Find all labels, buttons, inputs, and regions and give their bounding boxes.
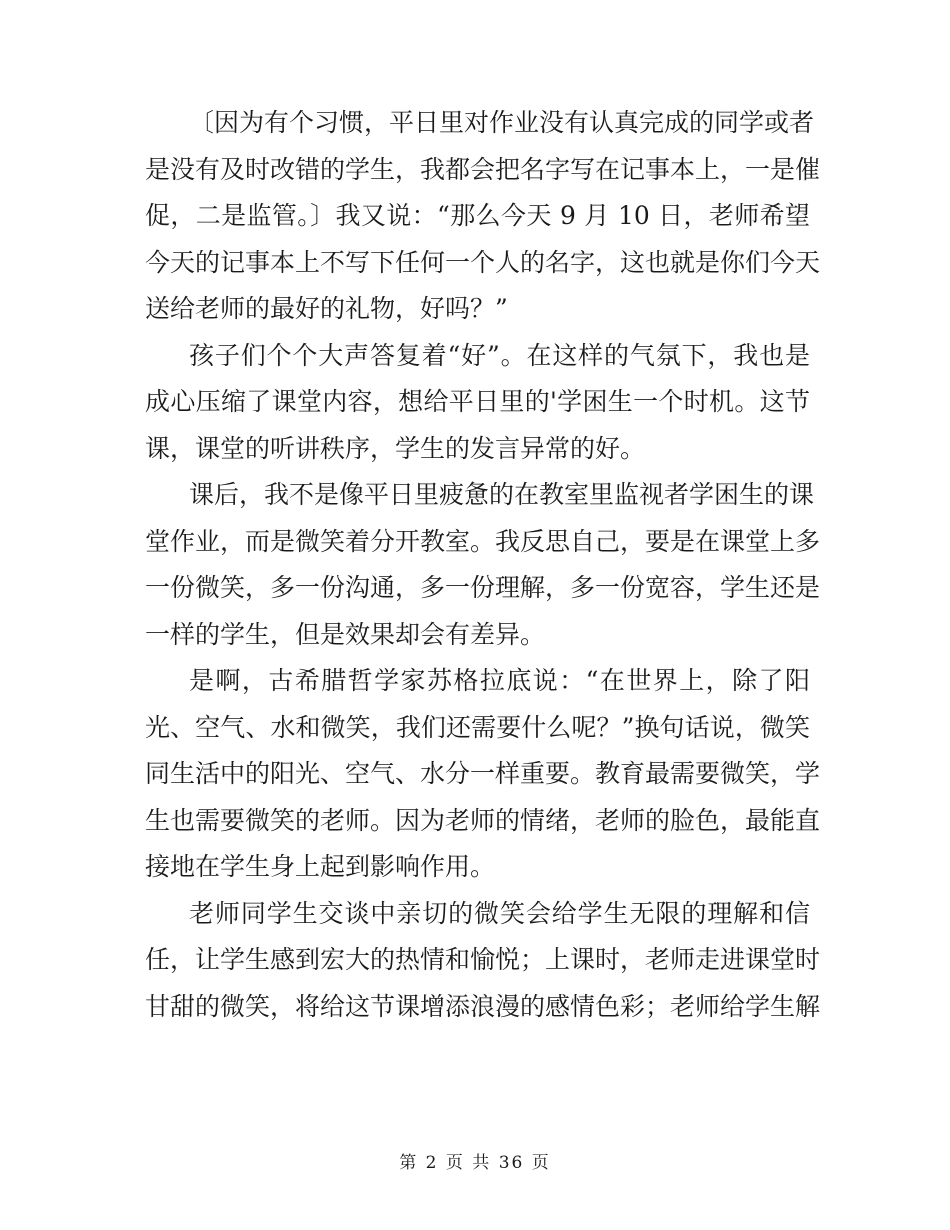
text-line: 送给老师的最好的礼物，好吗？” — [145, 294, 508, 323]
text-line: 是没有及时改错的学生，我都会把名字写在记事本上，一是催 — [145, 154, 821, 184]
text-line: 今天的记事本上不写下任何一个人的名字，这也就是你们今天 — [145, 247, 821, 277]
text-line: 孩子们个个大声答复着“好”。在这样的气氛下，我也是 — [189, 340, 810, 370]
page-number-footer: 第 2 页 共 36 页 — [399, 1153, 551, 1173]
text-line: 〔因为有个习惯，平日里对作业没有认真完成的同学或者 — [189, 108, 815, 137]
text-line: 课，课堂的听讲秩序，学生的发言异常的好。 — [145, 433, 646, 463]
text-line: 光、空气、水和微笑，我们还需要什么呢？”换句话说，微笑 — [145, 712, 810, 742]
text-line: 甘甜的微笑，将给这节课增添浪漫的感情色彩；老师给学生解 — [145, 991, 821, 1021]
text-line: 接地在学生身上起到影响作用。 — [145, 852, 496, 881]
text-line: 一份微笑，多一份沟通，多一份理解，多一份宽容，学生还是 — [145, 573, 821, 602]
text-line: 一样的学生，但是效果却会有差异。 — [145, 619, 546, 649]
text-line: 同生活中的阳光、空气、水分一样重要。教育最需要微笑，学 — [145, 759, 821, 788]
text-line: 是啊，古希腊哲学家苏格拉底说：“在世界上，除了阳 — [189, 666, 810, 695]
text-line: 堂作业，而是微笑着分开教室。我反思自己，要是在课堂上多 — [145, 526, 821, 556]
text-line: 促，二是监管。〕我又说：“那么今天 9 月 10 日，老师希望 — [145, 201, 810, 230]
text-line: 生也需要微笑的老师。因为老师的情绪，老师的脸色，最能直 — [145, 805, 821, 835]
text-line: 老师同学生交谈中亲切的微笑会给学生无限的理解和信 — [189, 898, 810, 928]
text-line: 任，让学生感到宏大的热情和愉悦；上课时，老师走进课堂时 — [145, 945, 821, 974]
body-text — [145, 100, 821, 1030]
text-line: 成心压缩了课堂内容，想给平日里的'学困生一个时机。这节 — [145, 387, 810, 416]
text-line: 课后，我不是像平日里疲惫的在教室里监视者学困生的课 — [189, 480, 815, 509]
